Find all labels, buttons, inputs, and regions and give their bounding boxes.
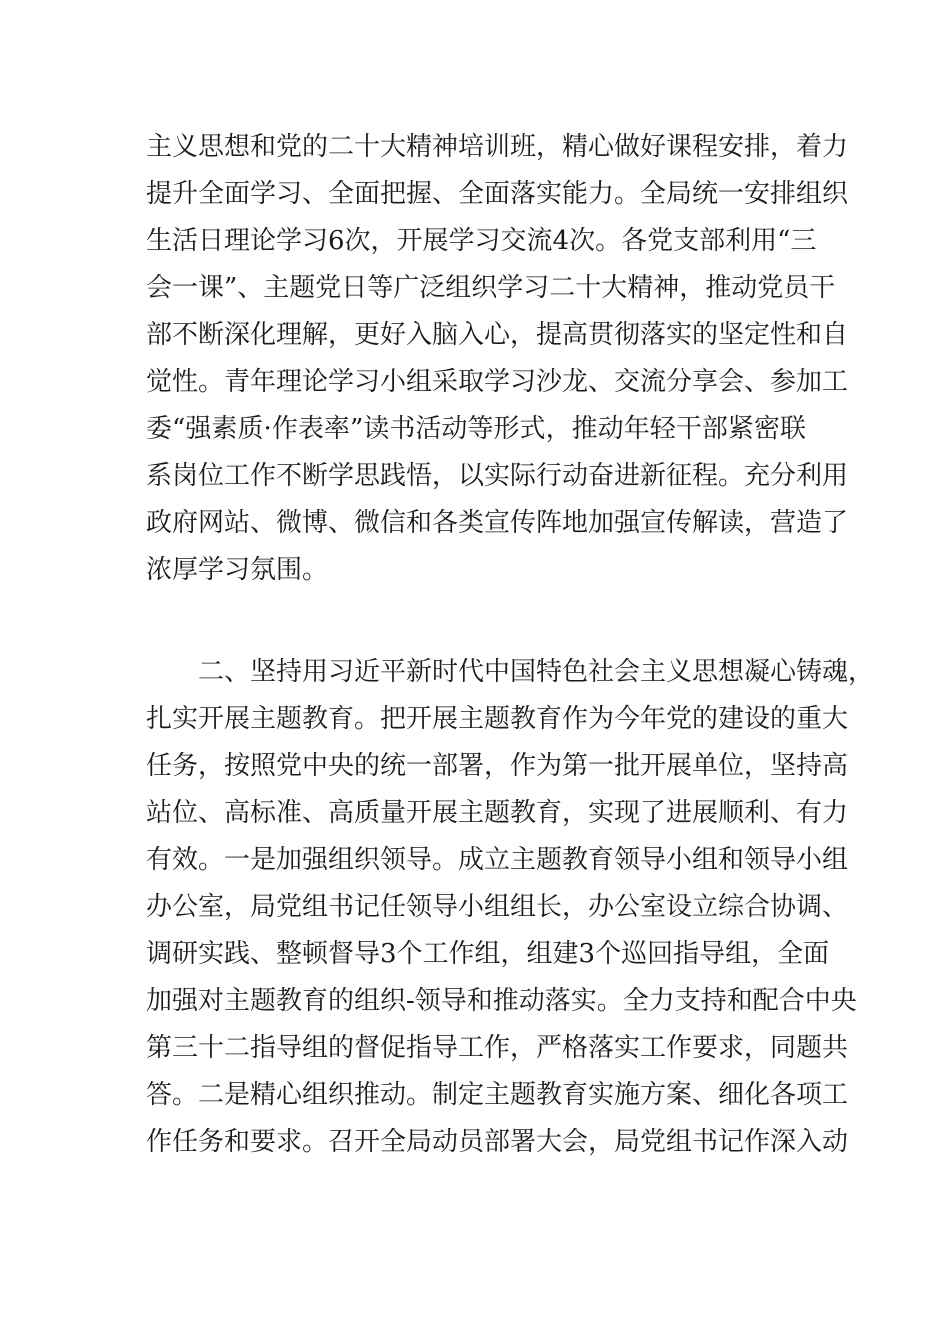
paragraph-line: 站位、高标准、高质量开展主题教育，实现了进展顺利、有力: [146, 798, 849, 828]
paragraph-line: 任务，按照党中央的统一部署，作为第一批开展单位，坚持高: [146, 751, 849, 781]
paragraph-1: [146, 124, 849, 594]
paragraph-line: 办公室，局党组书记任领导小组组长，办公室设立综合协调、: [146, 892, 849, 922]
paragraph-line: 第三十二指导组的督促指导工作，严格落实工作要求，同题共: [146, 1033, 849, 1063]
paragraph-line: 委“强素质·作表率”读书活动等形式，推动年轻干部紧密联: [146, 414, 806, 444]
paragraph-line: 答。二是精心组织推动。制定主题教育实施方案、细化各项工: [146, 1080, 849, 1110]
paragraph-line: 有效。一是加强组织领导。成立主题教育领导小组和领导小组: [146, 845, 849, 875]
paragraph-line: 加强对主题教育的组织-领导和推动落实。全力支持和配合中央: [146, 986, 857, 1016]
paragraph-line: 提升全面学习、全面把握、全面落实能力。全局统一安排组织: [146, 179, 849, 209]
paragraph-line: 主义思想和党的二十大精神培训班，精心做好课程安排，着力: [146, 132, 849, 162]
paragraph-line: 扎实开展主题教育。把开展主题教育作为今年党的建设的重大: [146, 704, 849, 734]
paragraph-line: 部不断深化理解，更好入脑入心，提高贯彻落实的坚定性和自: [146, 320, 849, 350]
paragraph-line: 浓厚学习氛围。: [146, 555, 329, 585]
paragraph-line: 系岗位工作不断学思践悟，以实际行动奋进新征程。充分利用: [146, 461, 849, 491]
paragraph-line: 会一课”、主题党日等广泛组织学习二十大精神，推动党员干: [146, 273, 836, 303]
section-heading-line: 二、坚持用习近平新时代中国特色社会主义思想凝心铸魂，: [198, 657, 875, 687]
paragraph-line: 作任务和要求。召开全局动员部署大会，局党组书记作深入动: [146, 1127, 849, 1157]
paragraph-2: [146, 649, 875, 1166]
paragraph-line: 调研实践、整顿督导3个工作组，组建3个巡回指导组，全面: [146, 939, 830, 969]
paragraph-line: 政府网站、微博、微信和各类宣传阵地加强宣传解读，营造了: [146, 508, 849, 538]
paragraph-line: 生活日理论学习6次，开展学习交流4次。各党支部利用“三: [146, 226, 817, 256]
paragraph-line: 觉性。青年理论学习小组采取学习沙龙、交流分享会、参加工: [146, 367, 849, 397]
